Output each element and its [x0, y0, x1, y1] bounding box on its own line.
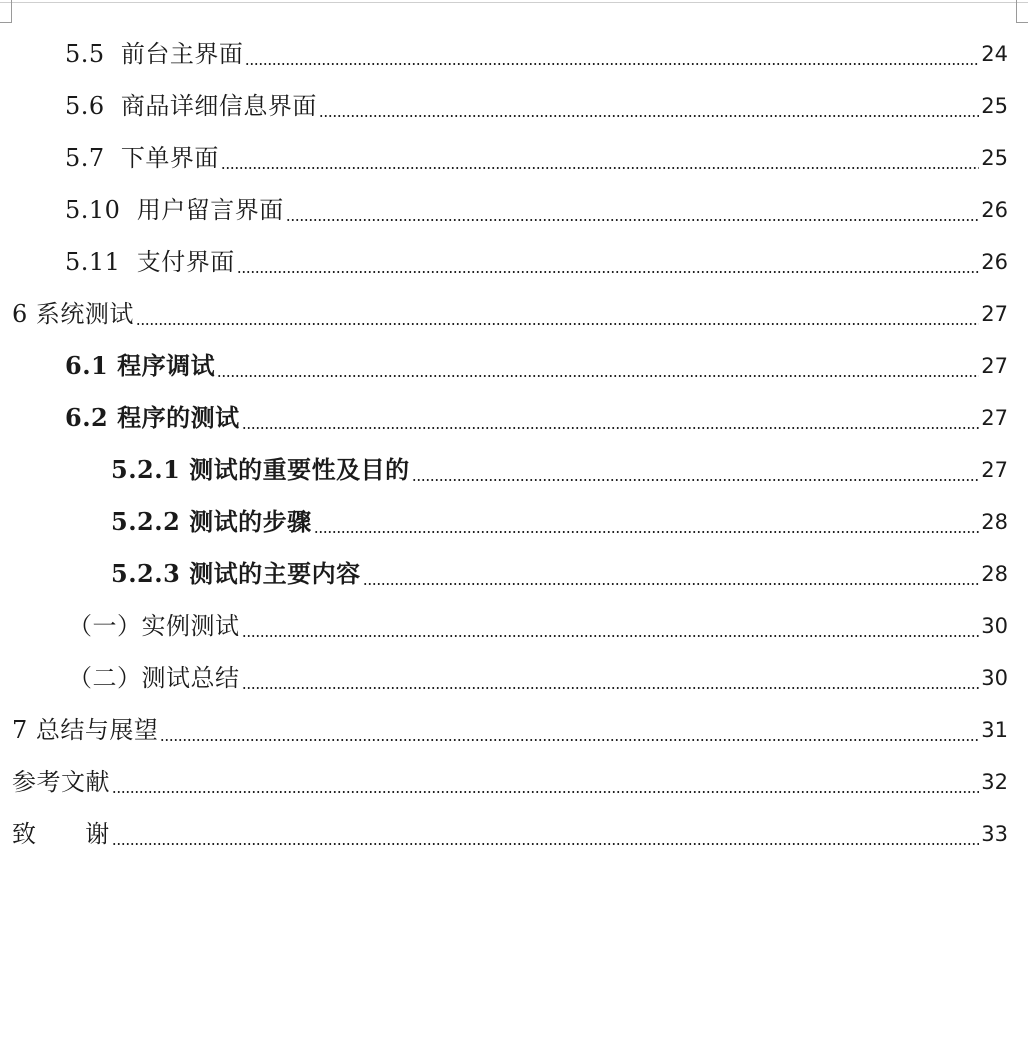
toc-entry[interactable] [0, 86, 1028, 126]
toc-leader-dots [112, 791, 979, 793]
toc-entry-label: 5.5 前台主界面 [65, 40, 244, 68]
toc-entry[interactable] [0, 710, 1028, 750]
toc-entry-label: 6.1 程序调试 [65, 351, 216, 380]
toc-entry-label: 5.6 商品详细信息界面 [65, 92, 317, 120]
toc-page-number: 26 [981, 198, 1008, 222]
toc-entry[interactable] [0, 658, 1028, 698]
toc-leader-dots [221, 167, 979, 169]
toc-leader-dots [242, 687, 980, 689]
toc-entry[interactable] [0, 398, 1028, 438]
toc-entry[interactable] [0, 138, 1028, 178]
toc-entry-label: 5.11 支付界面 [65, 248, 235, 276]
toc-page-number: 25 [981, 94, 1008, 118]
page-corner-mark-left [0, 0, 12, 23]
toc-entry-label: 5.2.2 测试的步骤 [111, 507, 312, 536]
toc-entry[interactable] [0, 346, 1028, 386]
toc-entry[interactable] [0, 762, 1028, 802]
toc-entry[interactable] [0, 450, 1028, 490]
toc-page-number: 28 [981, 562, 1008, 586]
toc-entry[interactable] [0, 190, 1028, 230]
toc-entry-label: 7 总结与展望 [12, 716, 159, 744]
toc-page-number: 28 [981, 510, 1008, 534]
toc-leader-dots [319, 115, 979, 117]
toc-entry[interactable] [0, 606, 1028, 646]
toc-leader-dots [112, 843, 979, 845]
toc-page-number: 27 [981, 302, 1008, 326]
toc-entry-label: 参考文献 [12, 768, 110, 796]
toc-page-number: 32 [981, 770, 1008, 794]
toc-entry[interactable] [0, 814, 1028, 854]
toc-page-number: 24 [981, 42, 1008, 66]
toc-page-number: 25 [981, 146, 1008, 170]
toc-entry-label: 6.2 程序的测试 [65, 403, 240, 432]
toc-leader-dots [242, 427, 980, 429]
toc-leader-dots [286, 219, 980, 221]
toc-page-number: 26 [981, 250, 1008, 274]
toc-page-number: 27 [981, 406, 1008, 430]
toc-entry[interactable] [0, 242, 1028, 282]
page-top-border [0, 0, 1028, 3]
toc-entry[interactable] [0, 34, 1028, 74]
toc-entry[interactable] [0, 554, 1028, 594]
toc-page-number: 27 [981, 458, 1008, 482]
toc-entry-label: 5.2.3 测试的主要内容 [111, 559, 361, 588]
toc-leader-dots [136, 323, 979, 325]
toc-entry-label: 5.10 用户留言界面 [65, 196, 284, 224]
toc-leader-dots [412, 479, 980, 481]
toc-leader-dots [242, 635, 980, 637]
toc-leader-dots [237, 271, 980, 273]
toc-entry[interactable] [0, 294, 1028, 334]
toc-leader-dots [314, 531, 980, 533]
toc-entry[interactable] [0, 502, 1028, 542]
toc-entry-label: 致 谢 [12, 820, 110, 848]
toc-entry-label: 5.7 下单界面 [65, 144, 219, 172]
toc-leader-dots [363, 583, 980, 585]
toc-page-number: 31 [981, 718, 1008, 742]
toc-entry-label: （二）测试总结 [68, 664, 240, 692]
toc-leader-dots [217, 375, 979, 377]
toc-leader-dots [245, 63, 979, 65]
toc-leader-dots [160, 739, 979, 741]
toc-entry-label: （一）实例测试 [68, 612, 240, 640]
toc-page-number: 30 [981, 666, 1008, 690]
toc-page-number: 27 [981, 354, 1008, 378]
toc-entry-label: 5.2.1 测试的重要性及目的 [111, 455, 410, 484]
toc-page-number: 30 [981, 614, 1008, 638]
page-corner-mark-right [1016, 0, 1028, 23]
toc-entry-label: 6 系统测试 [12, 300, 134, 328]
toc-page-number: 33 [981, 822, 1008, 846]
